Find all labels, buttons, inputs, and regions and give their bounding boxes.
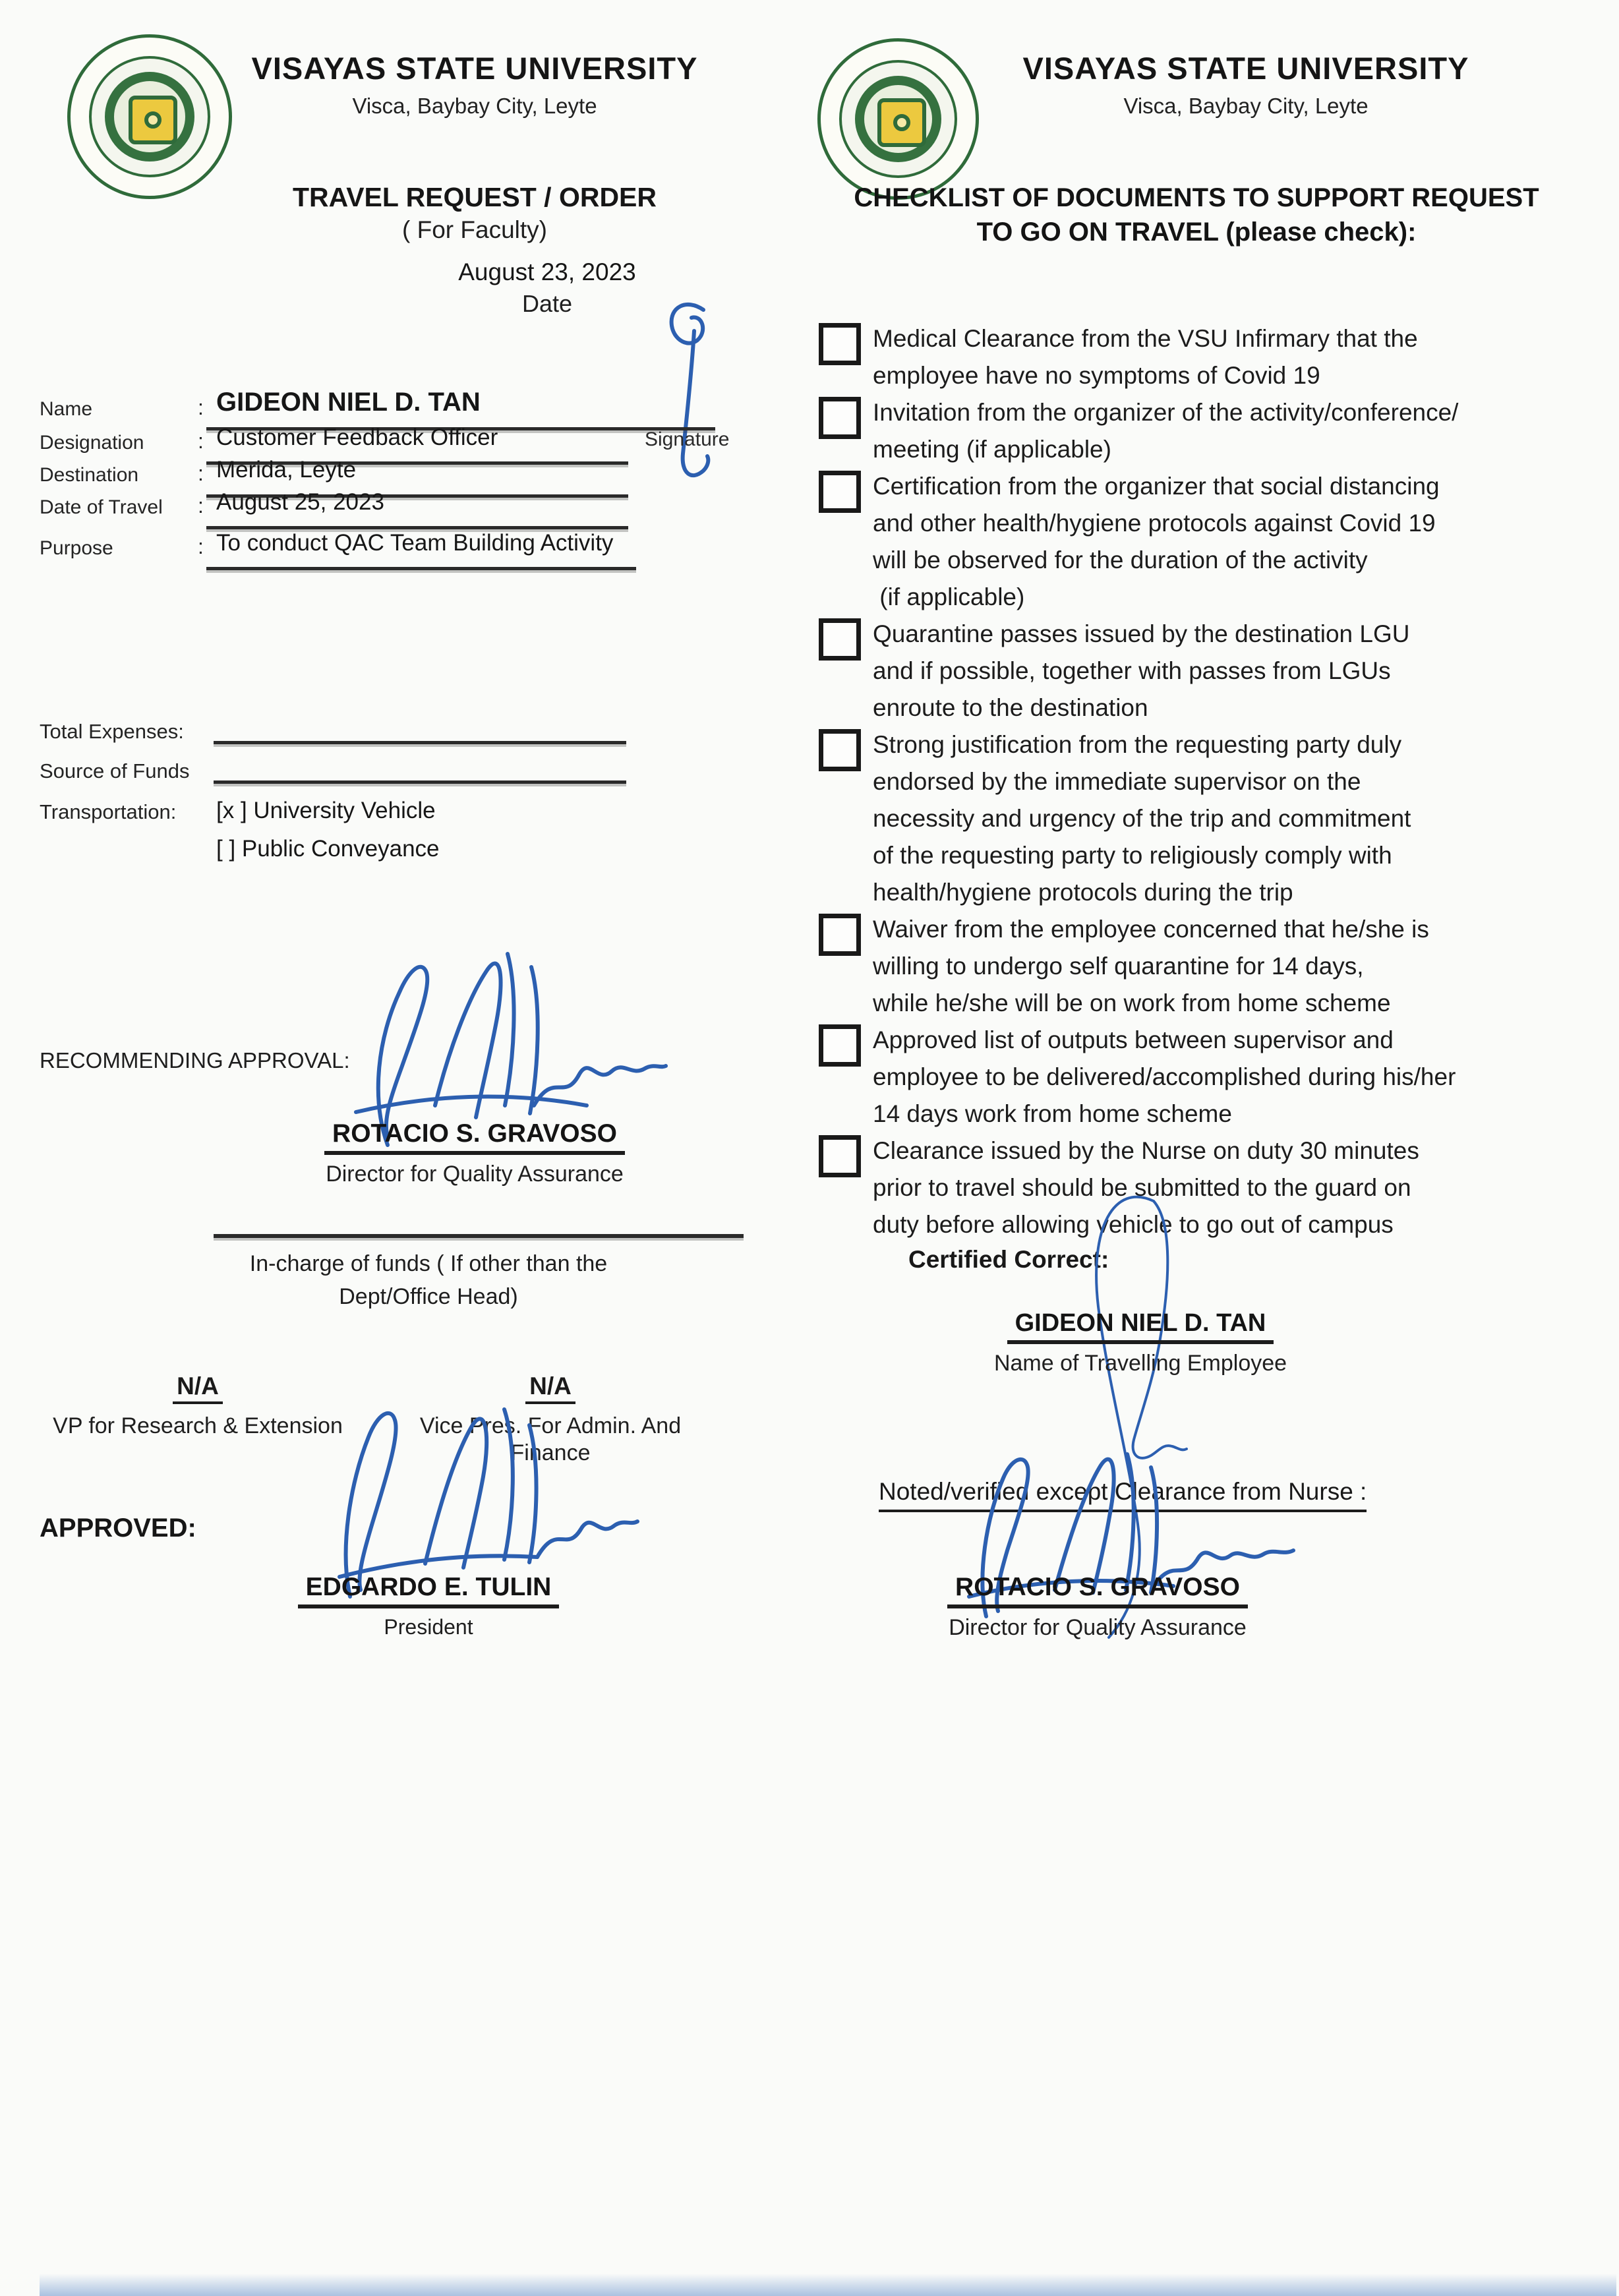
checklist-item-line: Clearance issued by the Nurse on duty 30 minutes xyxy=(873,1137,1419,1164)
field-value-designation: Customer Feedback Officer xyxy=(216,425,498,450)
field-line-date-of-travel xyxy=(206,526,628,529)
checklist-item-line: enroute to the destination xyxy=(873,694,1148,721)
checklist-item-text xyxy=(873,911,1603,1022)
checklist-item-line: Waiver from the employee concerned that he/she is xyxy=(873,916,1429,943)
logo-dot xyxy=(893,114,910,131)
field-colon: : xyxy=(198,396,204,419)
scan-edge-artifact xyxy=(40,2274,1616,2296)
checklist-item-text xyxy=(873,616,1603,726)
checklist-item-text xyxy=(873,468,1603,616)
field-value-date-of-travel: August 25, 2023 xyxy=(216,489,384,515)
recommender-title: Director for Quality Assurance xyxy=(326,1162,624,1187)
checkbox[interactable] xyxy=(819,618,861,661)
form-subtitle: ( For Faculty) xyxy=(402,216,547,243)
approver-name: EDGARDO E. TULIN xyxy=(298,1573,560,1608)
noted-label: Noted/verified except Clearance from Nurse : xyxy=(879,1478,1367,1512)
certifier-block xyxy=(956,1309,1325,1376)
approved-label: APPROVED: xyxy=(40,1514,196,1543)
field-value-destination: Merida, Leyte xyxy=(216,457,357,483)
field-label-designation: Designation xyxy=(40,432,144,454)
transportation-option-public-conveyance: [ ] Public Conveyance xyxy=(216,836,440,862)
incharge-caption-line2: Dept/Office Head) xyxy=(339,1284,518,1309)
checklist-item xyxy=(819,468,1603,616)
checklist-item-line: health/hygiene protocols during the trip xyxy=(873,879,1293,906)
field-colon: : xyxy=(198,461,204,485)
vsu-logo-right xyxy=(817,38,979,200)
checklist-item-line: prior to travel should be submitted to the guard on xyxy=(873,1174,1411,1201)
checklist-title-line2: TO GO ON TRAVEL (please check): xyxy=(976,218,1417,247)
approver-block xyxy=(270,1573,587,1639)
university-name-right: VISAYAS STATE UNIVERSITY xyxy=(1022,51,1469,86)
checkbox[interactable] xyxy=(819,1135,861,1177)
checkbox[interactable] xyxy=(819,323,861,365)
checklist-item-line: while he/she will be on work from home scheme xyxy=(873,989,1391,1016)
field-colon: : xyxy=(198,494,204,517)
field-value-purpose: To conduct QAC Team Building Activity xyxy=(216,530,614,556)
checklist-item-line: Invitation from the organizer of the activity/conference/ xyxy=(873,399,1459,426)
checklist-item-text xyxy=(873,394,1603,468)
transportation-label: Transportation: xyxy=(40,800,177,823)
source-of-funds-label: Source of Funds xyxy=(40,759,190,782)
form-title: TRAVEL REQUEST / ORDER xyxy=(292,182,657,212)
recommender-name: ROTACIO S. GRAVOSO xyxy=(324,1119,625,1155)
checklist-item-line: Approved list of outputs between supervisor and xyxy=(873,1026,1394,1053)
checklist-item xyxy=(819,726,1603,911)
field-label-date-of-travel: Date of Travel xyxy=(40,496,163,518)
checklist-item-line: and other health/hygiene protocols against Covid 19 xyxy=(873,510,1436,537)
vsu-logo-left xyxy=(67,34,232,199)
checklist-item-line: (if applicable) xyxy=(873,583,1025,610)
recommender-block xyxy=(277,1119,672,1187)
checklist-title-line1: CHECKLIST OF DOCUMENTS TO SUPPORT REQUEST xyxy=(854,183,1539,212)
checklist-item-line: Certification from the organizer that social distancing xyxy=(873,473,1440,500)
vp-research-na: N/A xyxy=(173,1372,223,1404)
noter-title: Director for Quality Assurance xyxy=(949,1615,1247,1640)
certifier-name: GIDEON NIEL D. TAN xyxy=(1007,1309,1274,1344)
field-value-name: GIDEON NIEL D. TAN xyxy=(216,388,481,417)
incharge-caption-line1: In-charge of funds ( If other than the xyxy=(249,1251,608,1276)
checklist-item-line: endorsed by the immediate supervisor on the xyxy=(873,768,1361,795)
request-date-label: Date xyxy=(521,290,573,317)
checklist xyxy=(819,320,1603,1243)
checklist-item-line: 14 days work from home scheme xyxy=(873,1100,1232,1127)
checklist-item-line: of the requesting party to religiously comply with xyxy=(873,842,1392,869)
checklist-item-line: will be observed for the duration of the activity xyxy=(873,546,1368,574)
noter-name: ROTACIO S. GRAVOSO xyxy=(947,1573,1248,1608)
checkbox[interactable] xyxy=(819,914,861,956)
total-expenses-label: Total Expenses: xyxy=(40,720,184,743)
field-colon: : xyxy=(198,429,204,453)
field-label-destination: Destination xyxy=(40,464,139,486)
logo-dot xyxy=(144,111,162,129)
checklist-item-line: and if possible, together with passes from LGUs xyxy=(873,657,1391,684)
university-name-left: VISAYAS STATE UNIVERSITY xyxy=(251,51,698,86)
vp-admin-na: N/A xyxy=(525,1372,575,1404)
checklist-item-text xyxy=(873,1022,1603,1133)
vp-research-title: VP for Research & Extension xyxy=(53,1413,343,1438)
university-address-left: Visca, Baybay City, Leyte xyxy=(352,94,597,118)
field-label-name: Name xyxy=(40,398,93,420)
request-date-value: August 23, 2023 xyxy=(458,258,636,285)
checklist-item xyxy=(819,320,1603,394)
checklist-item-line: Quarantine passes issued by the destination LGU xyxy=(873,620,1410,647)
incharge-caption xyxy=(198,1247,659,1313)
approver-title: President xyxy=(384,1615,473,1639)
signature-label: Signature xyxy=(645,428,730,450)
checklist-item-line: necessity and urgency of the trip and commitment xyxy=(873,805,1411,832)
university-address-right: Visca, Baybay City, Leyte xyxy=(1123,94,1369,118)
employee-signature xyxy=(630,297,748,501)
checklist-item xyxy=(819,1022,1603,1133)
field-label-purpose: Purpose xyxy=(40,537,113,559)
source-of-funds-line xyxy=(214,780,626,784)
checklist-item-line: meeting (if applicable) xyxy=(873,436,1111,463)
checklist-item-text xyxy=(873,320,1603,394)
transportation-option-university-vehicle: [x ] University Vehicle xyxy=(216,798,436,823)
total-expenses-line xyxy=(214,741,626,744)
checklist-item-line: duty before allowing vehicle to go out of campus xyxy=(873,1211,1394,1238)
checklist-item-line: employee have no symptoms of Covid 19 xyxy=(873,362,1320,389)
checklist-item-line: employee to be delivered/accomplished during his/her xyxy=(873,1063,1456,1090)
checkbox[interactable] xyxy=(819,729,861,771)
field-colon: : xyxy=(198,535,204,558)
vp-admin-title-line1: Vice Pres. For Admin. And xyxy=(419,1413,682,1438)
field-line-purpose xyxy=(206,567,636,570)
checklist-item-line: Strong justification from the requesting party duly xyxy=(873,731,1402,758)
checklist-item-text xyxy=(873,726,1603,911)
certified-correct-label: Certified Correct: xyxy=(908,1246,1109,1273)
recommending-approval-label: RECOMMENDING APPROVAL: xyxy=(40,1048,350,1073)
incharge-signature-line xyxy=(214,1234,744,1238)
certifier-title: Name of Travelling Employee xyxy=(993,1351,1287,1376)
checklist-item-line: Medical Clearance from the VSU Infirmary that the xyxy=(873,325,1418,352)
checklist-item-line: willing to undergo self quarantine for 14 days, xyxy=(873,953,1364,980)
checklist-item xyxy=(819,616,1603,726)
checkbox[interactable] xyxy=(819,397,861,439)
noter-block xyxy=(923,1573,1272,1641)
checklist-item xyxy=(819,394,1603,468)
checkbox[interactable] xyxy=(819,1024,861,1067)
checkbox[interactable] xyxy=(819,471,861,513)
checklist-item xyxy=(819,911,1603,1022)
vp-admin-title-line2: Finance xyxy=(510,1440,591,1465)
